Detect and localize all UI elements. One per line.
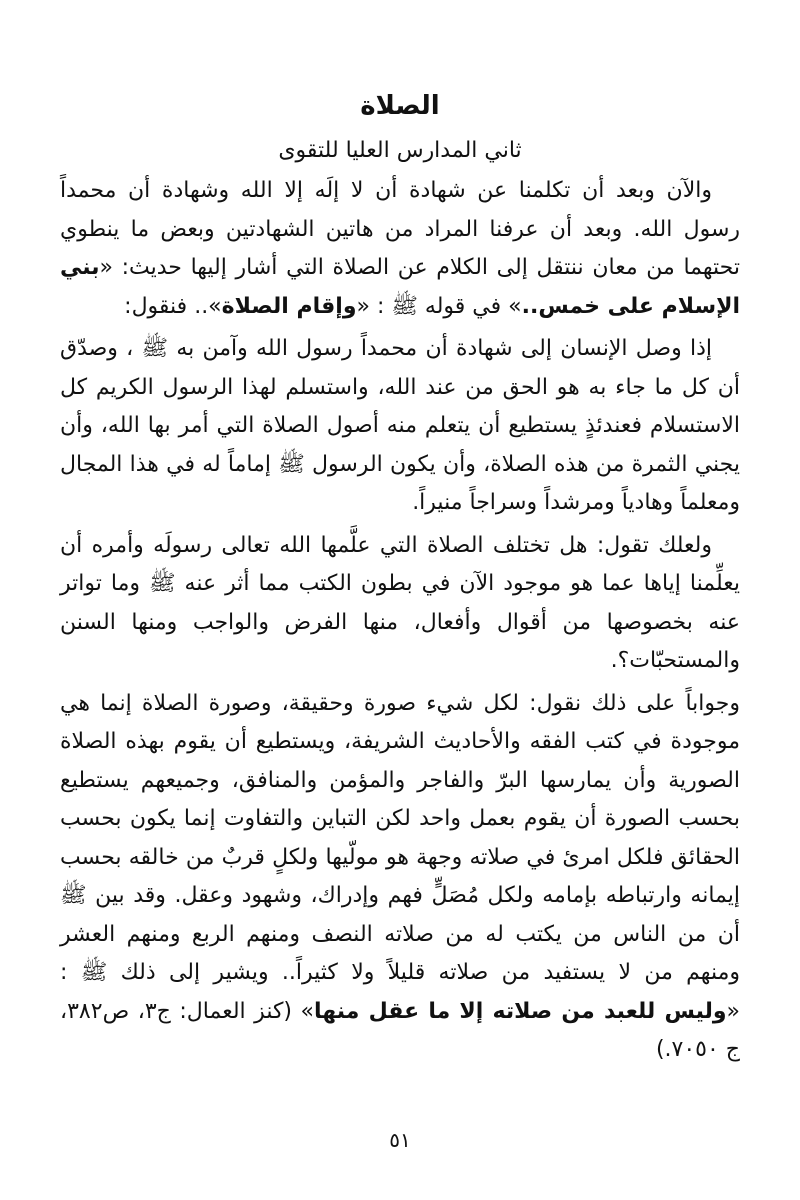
- paragraph-1-text-c: ».. فنقول:: [124, 293, 222, 319]
- paragraph-4: [60, 685, 740, 1070]
- hadith-quote-islam-five: بني الإسلام على خمس..: [60, 255, 740, 319]
- paragraph-1-text-a: والآن وبعد أن تكلمنا عن شهادة أن لا إلَه إلا الله وشهادة أن محمداً رسول الله. وبعد أن عرفنا المراد من هاتين الشهادتين وبعض ما ينطوي تحتهما من معان ننتقل إلى الكلام عن الصلاة التي أشار إليها حديث: «: [60, 178, 740, 280]
- paragraph-1-text-b: » في قوله ﷺ : «: [356, 293, 522, 319]
- page-title: الصلاة: [360, 91, 440, 121]
- page-number: ٥١: [389, 1128, 411, 1152]
- document-page: [60, 88, 740, 1074]
- hadith-quote-prayer: وإقام الصلاة: [221, 293, 357, 319]
- paragraph-4-text-a: وجواباً على ذلك نقول: لكل شيء صورة وحقيقة، وصورة الصلاة إنما هي موجودة في كتب الفقه والأحاديث الشريفة، ويستطيع أن يقوم بهذه الصلاة الصورية وأن يمارسها البرّ والفاجر والمؤمن والمنافق، وجميعهم يستطيع بحسب الصورة أن يقوم بعمل واحد لكن التباين والتفاوت إنما يكون بحسب الحقائق فلكل امرئ في صلاته وجهة هو مولّيها ولكلٍ قربٌ من خالقه بحسب إيمانه وارتباطه بإمامه ولكل مُصَلٍّ فهم وإدراك، وشهود وعقل. وقد بين ﷺ أن من الناس من يكتب له من صلاته النصف ومنهم الربع ومنهم العشر ومنهم من لا يستفيد من صلاته قليلاً ولا كثيراً.. ويشير إلى ذلك ﷺ : «: [60, 690, 740, 1024]
- hadith-quote-intellect: وليس للعبد من صلاته إلا ما عقل منها: [314, 998, 727, 1024]
- paragraph-3: ولعلك تقول: هل تختلف الصلاة التي علَّمها الله تعالى رسولَه وأمره أن يعلِّمنا إياها عما هو موجود الآن في بطون الكتب مما أثر عنه ﷺ وما تواتر عنه بخصوصها من أقوال وأفعال، منها الفرض والواجب ومنها السنن والمستحبّات؟.: [60, 532, 740, 673]
- section-subtitle: ثاني المدارس العليا للتقوى: [278, 138, 522, 163]
- paragraph-2: إذا وصل الإنسان إلى شهادة أن محمداً رسول الله وآمن به ﷺ ، وصدّق أن كل ما جاء به هو الحق من عند الله، واستسلم لهذا الرسول الكريم كل الاستسلام فعندئذٍ يستطيع أن يتعلم منه أصول الصلاة التي أمر بها الله، وأن يجني الثمرة من هذه الصلاة، وأن يكون الرسول ﷺ إماماً له في هذا المجال ومعلماً وهادياً ومرشداً وسراجاً منيراً.: [60, 336, 740, 515]
- paragraph-4-citation: » (كنز العمال: ج٣، ص٣٨٢، ج ٧٠٥٠.): [60, 998, 740, 1062]
- paragraph-1: [60, 172, 740, 326]
